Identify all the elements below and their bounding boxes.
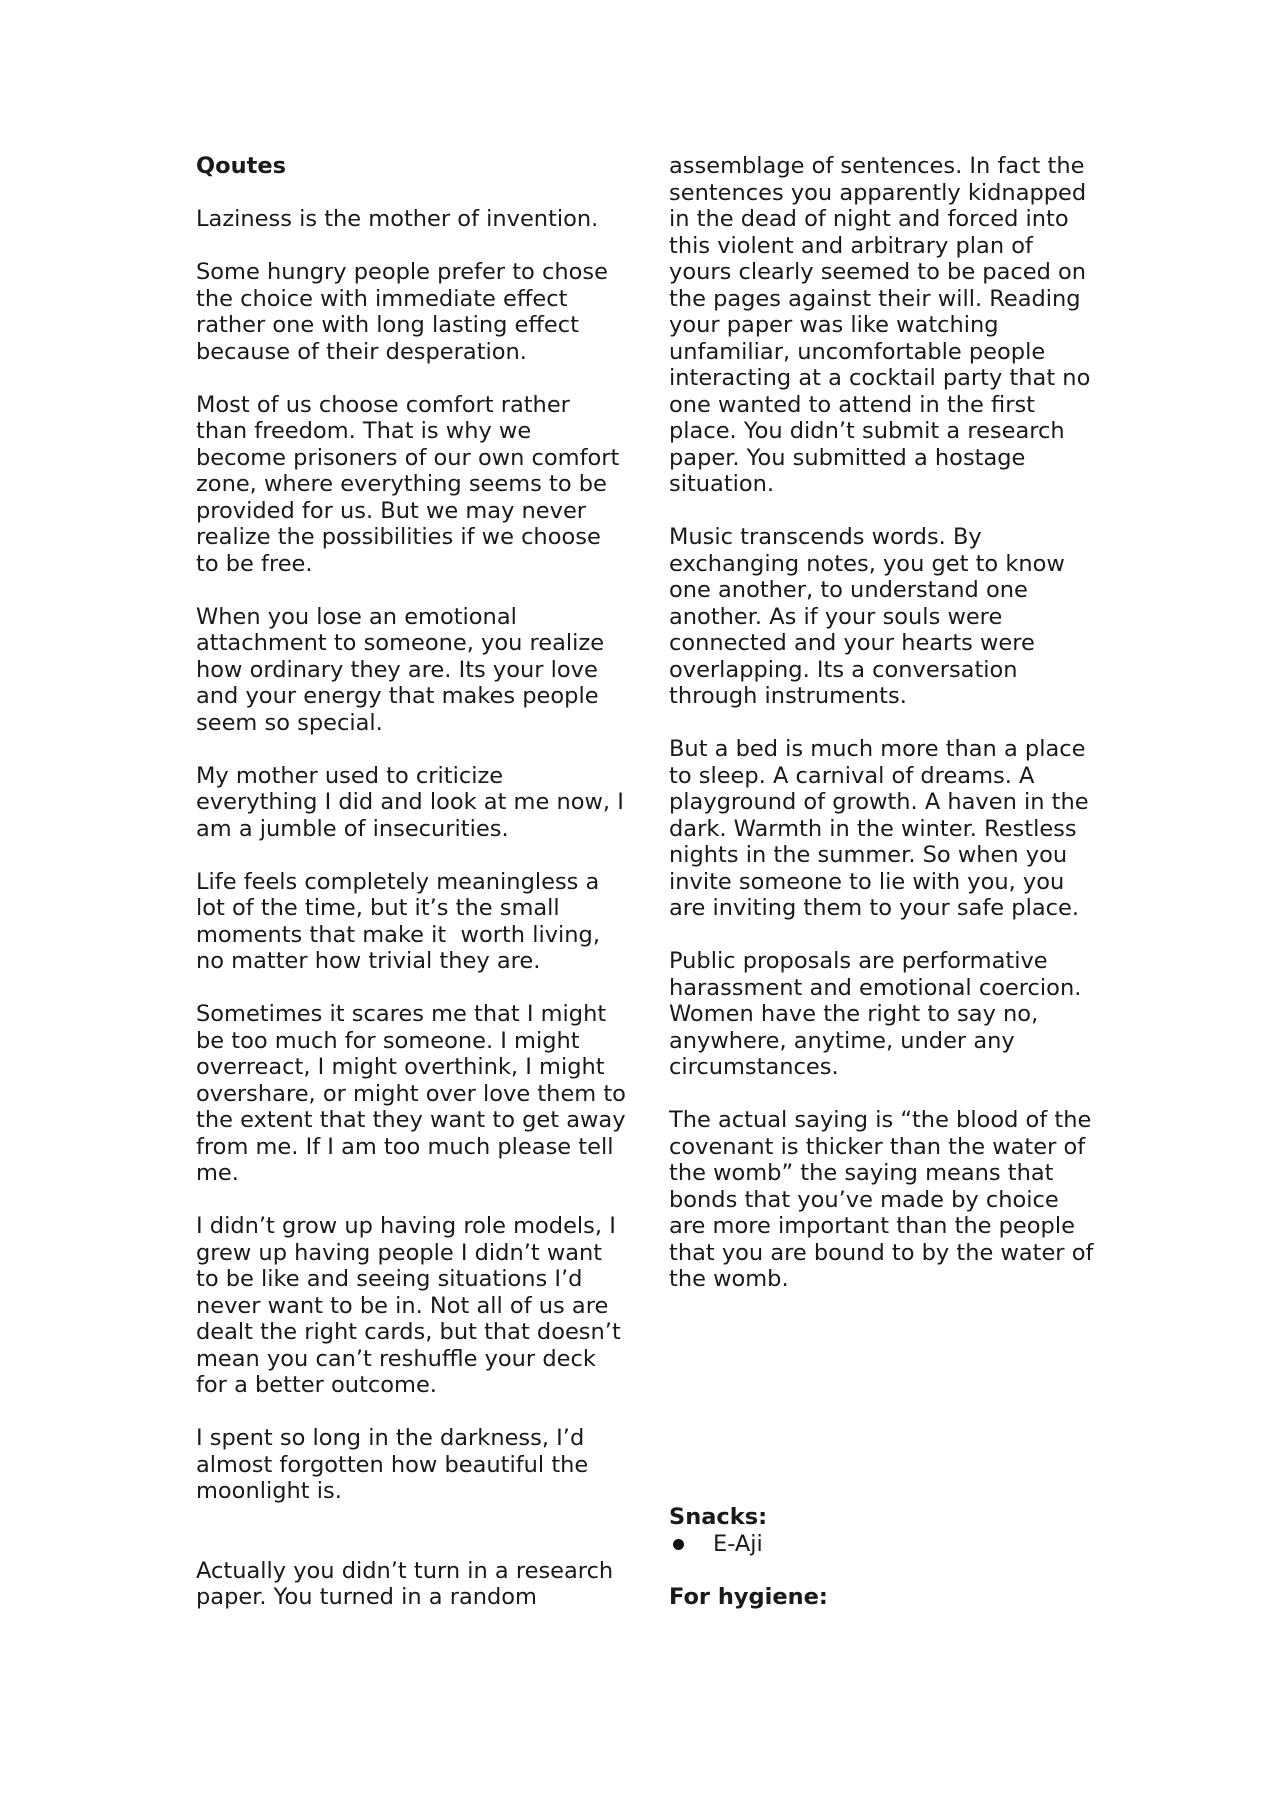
quote-paragraph: But a bed is much more than a place to sleep. A carnival of dreams. A playground of growth. A haven in the dark. Warmth in the winter. Restless nights in the summer. So when you invite someone to lie with you, you are inviting them to your safe place. [669, 736, 1096, 921]
quote-paragraph: Sometimes it scares me that I might be too much for someone. I might overreact, I might overthink, I might overshare, or might over love them to the extent that they want to get away from me. If I am too much please tell me. [196, 1001, 634, 1186]
quote-paragraph: Most of us choose comfort rather than freedom. That is why we become prisoners of our own comfort zone, where everything seems to be provided for us. But we may never realize the possibilities if we choose to be free. [196, 391, 627, 577]
quote-paragraph: The actual saying is “the blood of the covenant is thicker than the water of the womb” the saying means that bonds that you’ve made by choice are more important than the people that you are bound to by the water of the womb. [669, 1107, 1101, 1292]
right-column-gap [669, 1319, 1099, 1504]
quote-paragraph: When you lose an emotional attachment to someone, you realize how ordinary they are. Its your love and your energy that makes people seem so special. [196, 603, 612, 736]
quote-paragraph: assemblage of sentences. In fact the sentences you apparently kidnapped in the dead of night and forced into this violent and arbitrary plan of yours clearly seemed to be paced on the pages against their will. Reading your paper was like watching unfamiliar, uncomfortable people interacting at a cocktail party that no one wanted to attend in the first place. You didn’t submit a research paper. You submitted a hostage situation. [669, 153, 1098, 497]
quote-paragraph: Actually you didn’t turn in a research paper. You turned in a random [196, 1557, 621, 1610]
list-item [669, 1531, 1099, 1558]
quote-paragraph: Some hungry people prefer to chose the choice with immediate effect rather one with long lasting effect because of their desperation. [196, 259, 616, 365]
quote-paragraph: Life feels completely meaningless a lot of the time, but it’s the small moments that make it worth living, no matter how trivial they are. [196, 868, 608, 974]
quote-paragraph: Public proposals are performative harassment and emotional coercion. Women have the right to say no, anywhere, anytime, under any circumstances. [669, 948, 1089, 1080]
quote-paragraph: My mother used to criticize everything I did and look at me now, I am a jumble of insecurities. [196, 762, 631, 842]
snack-item-label: E-Aji [713, 1530, 763, 1557]
quote-paragraph: Music transcends words. By exchanging notes, you get to know one another, to understand one another. As if your souls were connected and your hearts were overlapping. Its a conversation through instruments. [669, 524, 1072, 709]
snacks-list [669, 1531, 1099, 1558]
right-column [669, 153, 1099, 1637]
quote-paragraph: I spent so long in the darkness, I’d almost forgotten how beautiful the moonlight is. [196, 1425, 596, 1504]
quote-paragraph: I didn’t grow up having role models, I grew up having people I didn’t want to be like and seeing situations I’d never want to be in. Not all of us are dealt the right cards, but that doesn’t mean you can’t reshuffle your deck for a better outcome. [196, 1213, 628, 1398]
left-column [196, 153, 634, 1637]
quotes-heading: Qoutes [196, 153, 287, 179]
quote-paragraph: Laziness is the mother of invention. [196, 206, 599, 232]
bullet-icon [673, 1539, 684, 1550]
hygiene-heading: For hygiene: [669, 1583, 828, 1610]
snacks-heading: Snacks: [669, 1504, 768, 1530]
